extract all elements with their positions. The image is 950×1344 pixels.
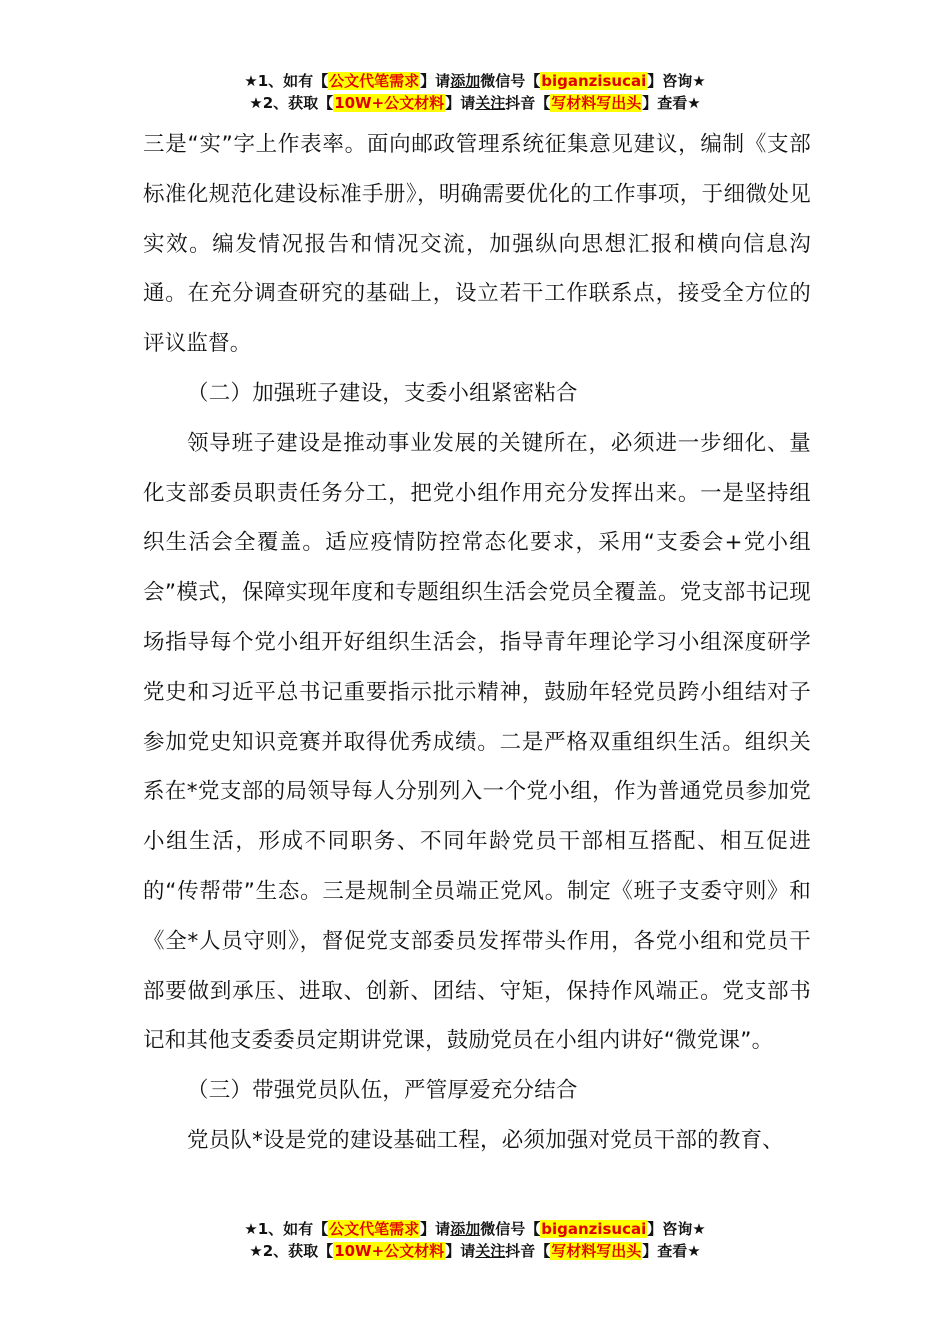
paragraph-1: 三是“实”字上作表率。面向邮政管理系统征集意见建议，编制《支部标准化规范化建设标准手册》，明确需要优化的工作事项，于细微处见实效。编发情况报告和情况交流，加强纵向思想汇报和横向信息沟通。在充分调查研究的基础上，设立若干工作联系点，接受全方位的评议监督。 [143,132,811,357]
highlight-service: 公文代笔需求 [329,1220,420,1238]
top-banner [0,70,950,114]
document-body [143,120,811,1166]
paragraph-3: 党员队*设是党的建设基础工程，必须加强对党员干部的教育、 [187,1127,784,1153]
highlight-douyin: 写材料写出头 [551,94,642,112]
banner-line-2: ★2、获取【10W+公文材料】请关注抖音【写材料写出头】查看★ [249,94,701,112]
section-heading-3: （三）带强党员队伍，严管厚爱充分结合 [187,1078,578,1104]
banner-line-1: ★1、如有【公文代笔需求】请添加微信号【biganzisucai】咨询★ [244,1220,706,1238]
highlight-service: 公文代笔需求 [329,72,420,90]
highlight-wechat-id: biganzisucai [541,72,647,90]
banner-line-2: ★2、获取【10W+公文材料】请关注抖音【写材料写出头】查看★ [249,1242,701,1260]
bottom-banner [0,1218,950,1262]
highlight-douyin: 写材料写出头 [551,1242,642,1260]
highlight-materials: 10W+公文材料 [334,94,445,112]
banner-line-1: ★1、如有【公文代笔需求】请添加微信号【biganzisucai】咨询★ [244,72,706,90]
highlight-wechat-id: biganzisucai [541,1220,647,1238]
paragraph-2: 领导班子建设是推动事业发展的关键所在，必须进一步细化、量化支部委员职责任务分工，把党小组作用充分发挥出来。一是坚持组织生活会全覆盖。适应疫情防控常态化要求，采用“支委会+党小组会”模式，保障实现年度和专题组织生活会党员全覆盖。党支部书记现场指导每个党小组开好组织生活会，指导青年理论学习小组深度研学党史和习近平总书记重要指示批示精神，鼓励年轻党员跨小组结对子参加党史知识竞赛并取得优秀成绩。二是严格双重组织生活。组织关系在*党支部的局领导每人分别列入一个党小组，作为普通党员参加党小组生活，形成不同职务、不同年龄党员干部相互搭配、相互促进的“传帮带”生态。三是规制全员端正党风。制定《班子支委守则》和《全*人员守则》，督促党支部委员发挥带头作用，各党小组和党员干部要做到承压、进取、创新、团结、守矩，保持作风端正。党支部书记和其他支委委员定期讲党课，鼓励党员在小组内讲好“微党课”。 [143,430,811,1054]
highlight-materials: 10W+公文材料 [334,1242,445,1260]
section-heading-2: （二）加强班子建设，支委小组紧密粘合 [187,380,578,406]
